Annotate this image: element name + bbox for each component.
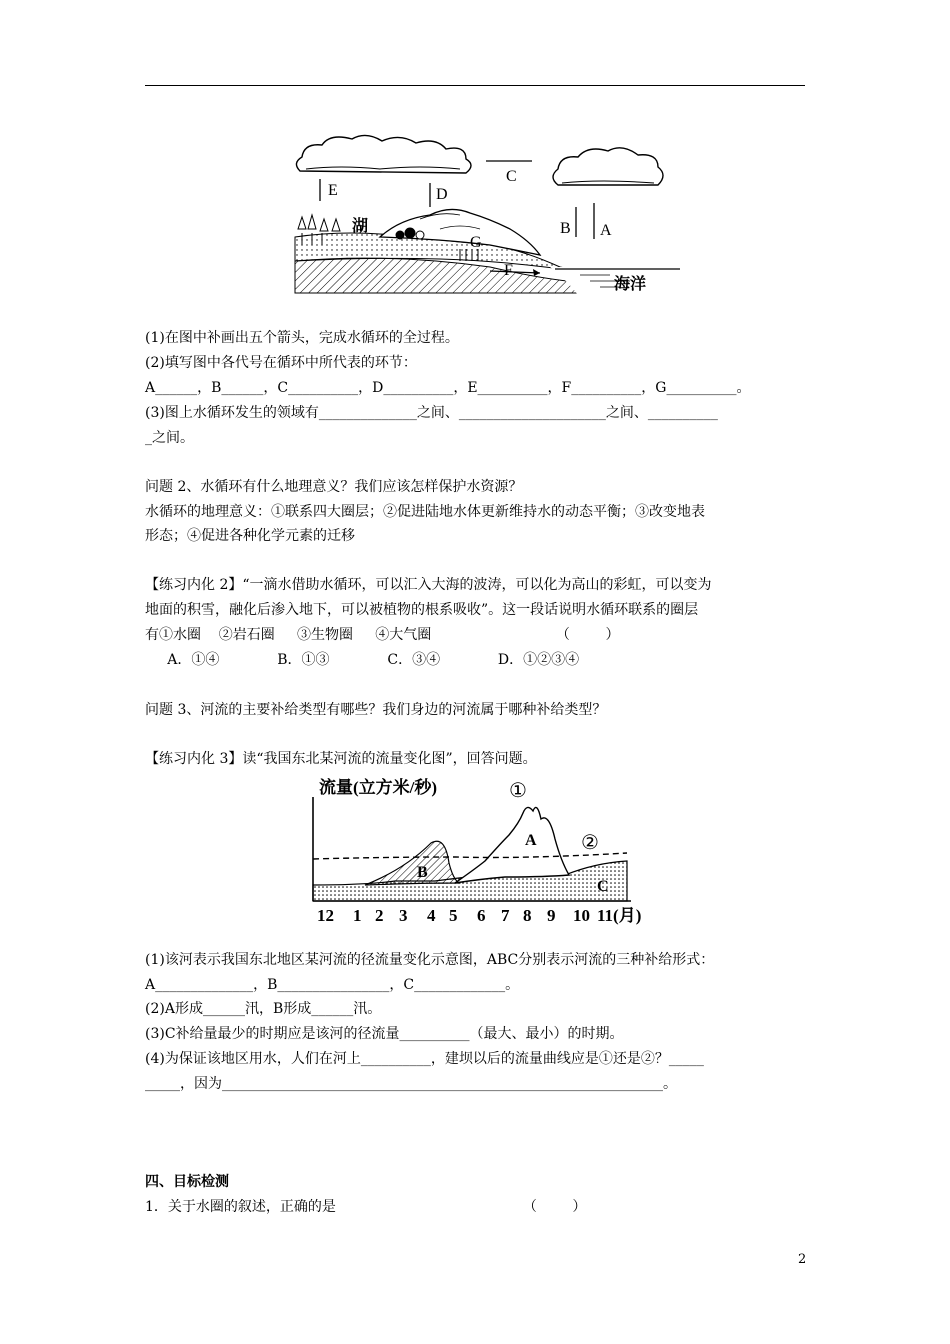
q1-part3-line2: _之间。	[145, 430, 194, 446]
practice3-q3: (3)C补给量最少的时期应是该河的径流量__________（最大、最小）的时期。	[145, 1026, 624, 1042]
label-ocean: 海洋	[614, 276, 647, 293]
q1-part2-blanks: A______，B______，C__________，D__________，E__________，F__________，G__________。	[145, 380, 751, 396]
x-tick-label: 3	[399, 906, 408, 925]
x-tick-label: 2	[375, 906, 384, 925]
practice3-q4-line2: _____，因为_______________________________________________________________。	[145, 1076, 677, 1092]
x-tick-label: 11(月)	[597, 906, 642, 925]
practice3-q1-line1: (1)该河表示我国东北地区某河流的径流量变化示意图，ABC分别表示河流的三种补给形式：	[145, 952, 715, 968]
region-c-label: C	[597, 878, 609, 895]
curve2-label: ②	[581, 832, 599, 854]
x-tick-label: 5	[449, 906, 458, 925]
practice3-q4-line1: (4)为保证该地区用水，人们在河上__________，建坝以后的流量曲线应是①还是②？_____	[145, 1051, 704, 1067]
region-a-label: A	[525, 832, 537, 849]
x-tick-label: 8	[523, 906, 532, 925]
label-lake: 湖	[352, 218, 369, 235]
section4-heading: 四、目标检测	[145, 1174, 229, 1190]
water-cycle-diagram	[290, 133, 680, 298]
curve1-label: ①	[509, 780, 527, 802]
x-tick-label: 12	[317, 906, 334, 925]
label-C: C	[506, 168, 517, 185]
header-rule	[145, 85, 805, 86]
region-b-label: B	[417, 864, 428, 881]
label-D: D	[436, 186, 448, 203]
page-number: 2	[798, 1252, 807, 1267]
x-tick-label: 10	[573, 906, 590, 925]
practice2-line3: 有①水圈 ②岩石圈 ③生物圈 ④大气圈 （ ）	[145, 627, 620, 643]
practice2-options: A．①④ B．①③ C．③④ D．①②③④	[145, 652, 580, 668]
y-axis-label: 流量(立方米/秒)	[319, 778, 438, 797]
label-G: G	[470, 234, 482, 251]
problem2-answer-line1: 水循环的地理意义：①联系四大圈层；②促进陆地水体更新维持水的动态平衡；③改变地表	[145, 504, 705, 520]
x-tick-label: 4	[427, 906, 436, 925]
problem2-answer-line2: 形态；④促进各种化学元素的迁移	[145, 528, 355, 544]
practice3-intro: 【练习内化 3】读“我国东北某河流的流量变化图”，回答问题。	[145, 751, 537, 767]
x-tick-label: 9	[547, 906, 556, 925]
practice3-q1-line2: A______________，B________________，C_____________。	[145, 977, 520, 993]
label-E: E	[328, 182, 338, 199]
q1-part2: (2)填写图中各代号在循环中所代表的环节：	[145, 355, 417, 371]
practice2-line1: 【练习内化 2】“一滴水借助水循环，可以汇入大海的波涛，可以化为高山的彩虹，可以变为	[145, 577, 712, 593]
cloud-right	[553, 148, 663, 185]
problem2-question: 问题 2、水循环有什么地理意义？我们应该怎样保护水资源？	[145, 479, 523, 495]
q1-part1: (1)在图中补画出五个箭头，完成水循环的全过程。	[145, 330, 459, 346]
problem3-question: 问题 3、河流的主要补给类型有哪些？我们身边的河流属于哪种补给类型？	[145, 702, 607, 718]
x-tick-label: 1	[353, 906, 362, 925]
label-A: A	[600, 222, 612, 239]
section4-q1: 1．关于水圈的叙述，正确的是 （ ）	[145, 1199, 587, 1215]
practice2-line2: 地面的积雪，融化后渗入地下，可以被植物的根系吸收”。这一段话说明水循环联系的圈层	[145, 602, 699, 618]
label-B: B	[560, 220, 571, 237]
x-tick-label: 7	[501, 906, 510, 925]
q1-part3-line1: (3)图上水循环发生的领域有______________之间、_____________________之间、__________	[145, 405, 718, 421]
label-F: F	[504, 262, 513, 279]
practice3-q2: (2)A形成______汛，B形成______汛。	[145, 1001, 382, 1017]
x-tick-label: 6	[477, 906, 486, 925]
river-flow-chart	[305, 773, 645, 928]
